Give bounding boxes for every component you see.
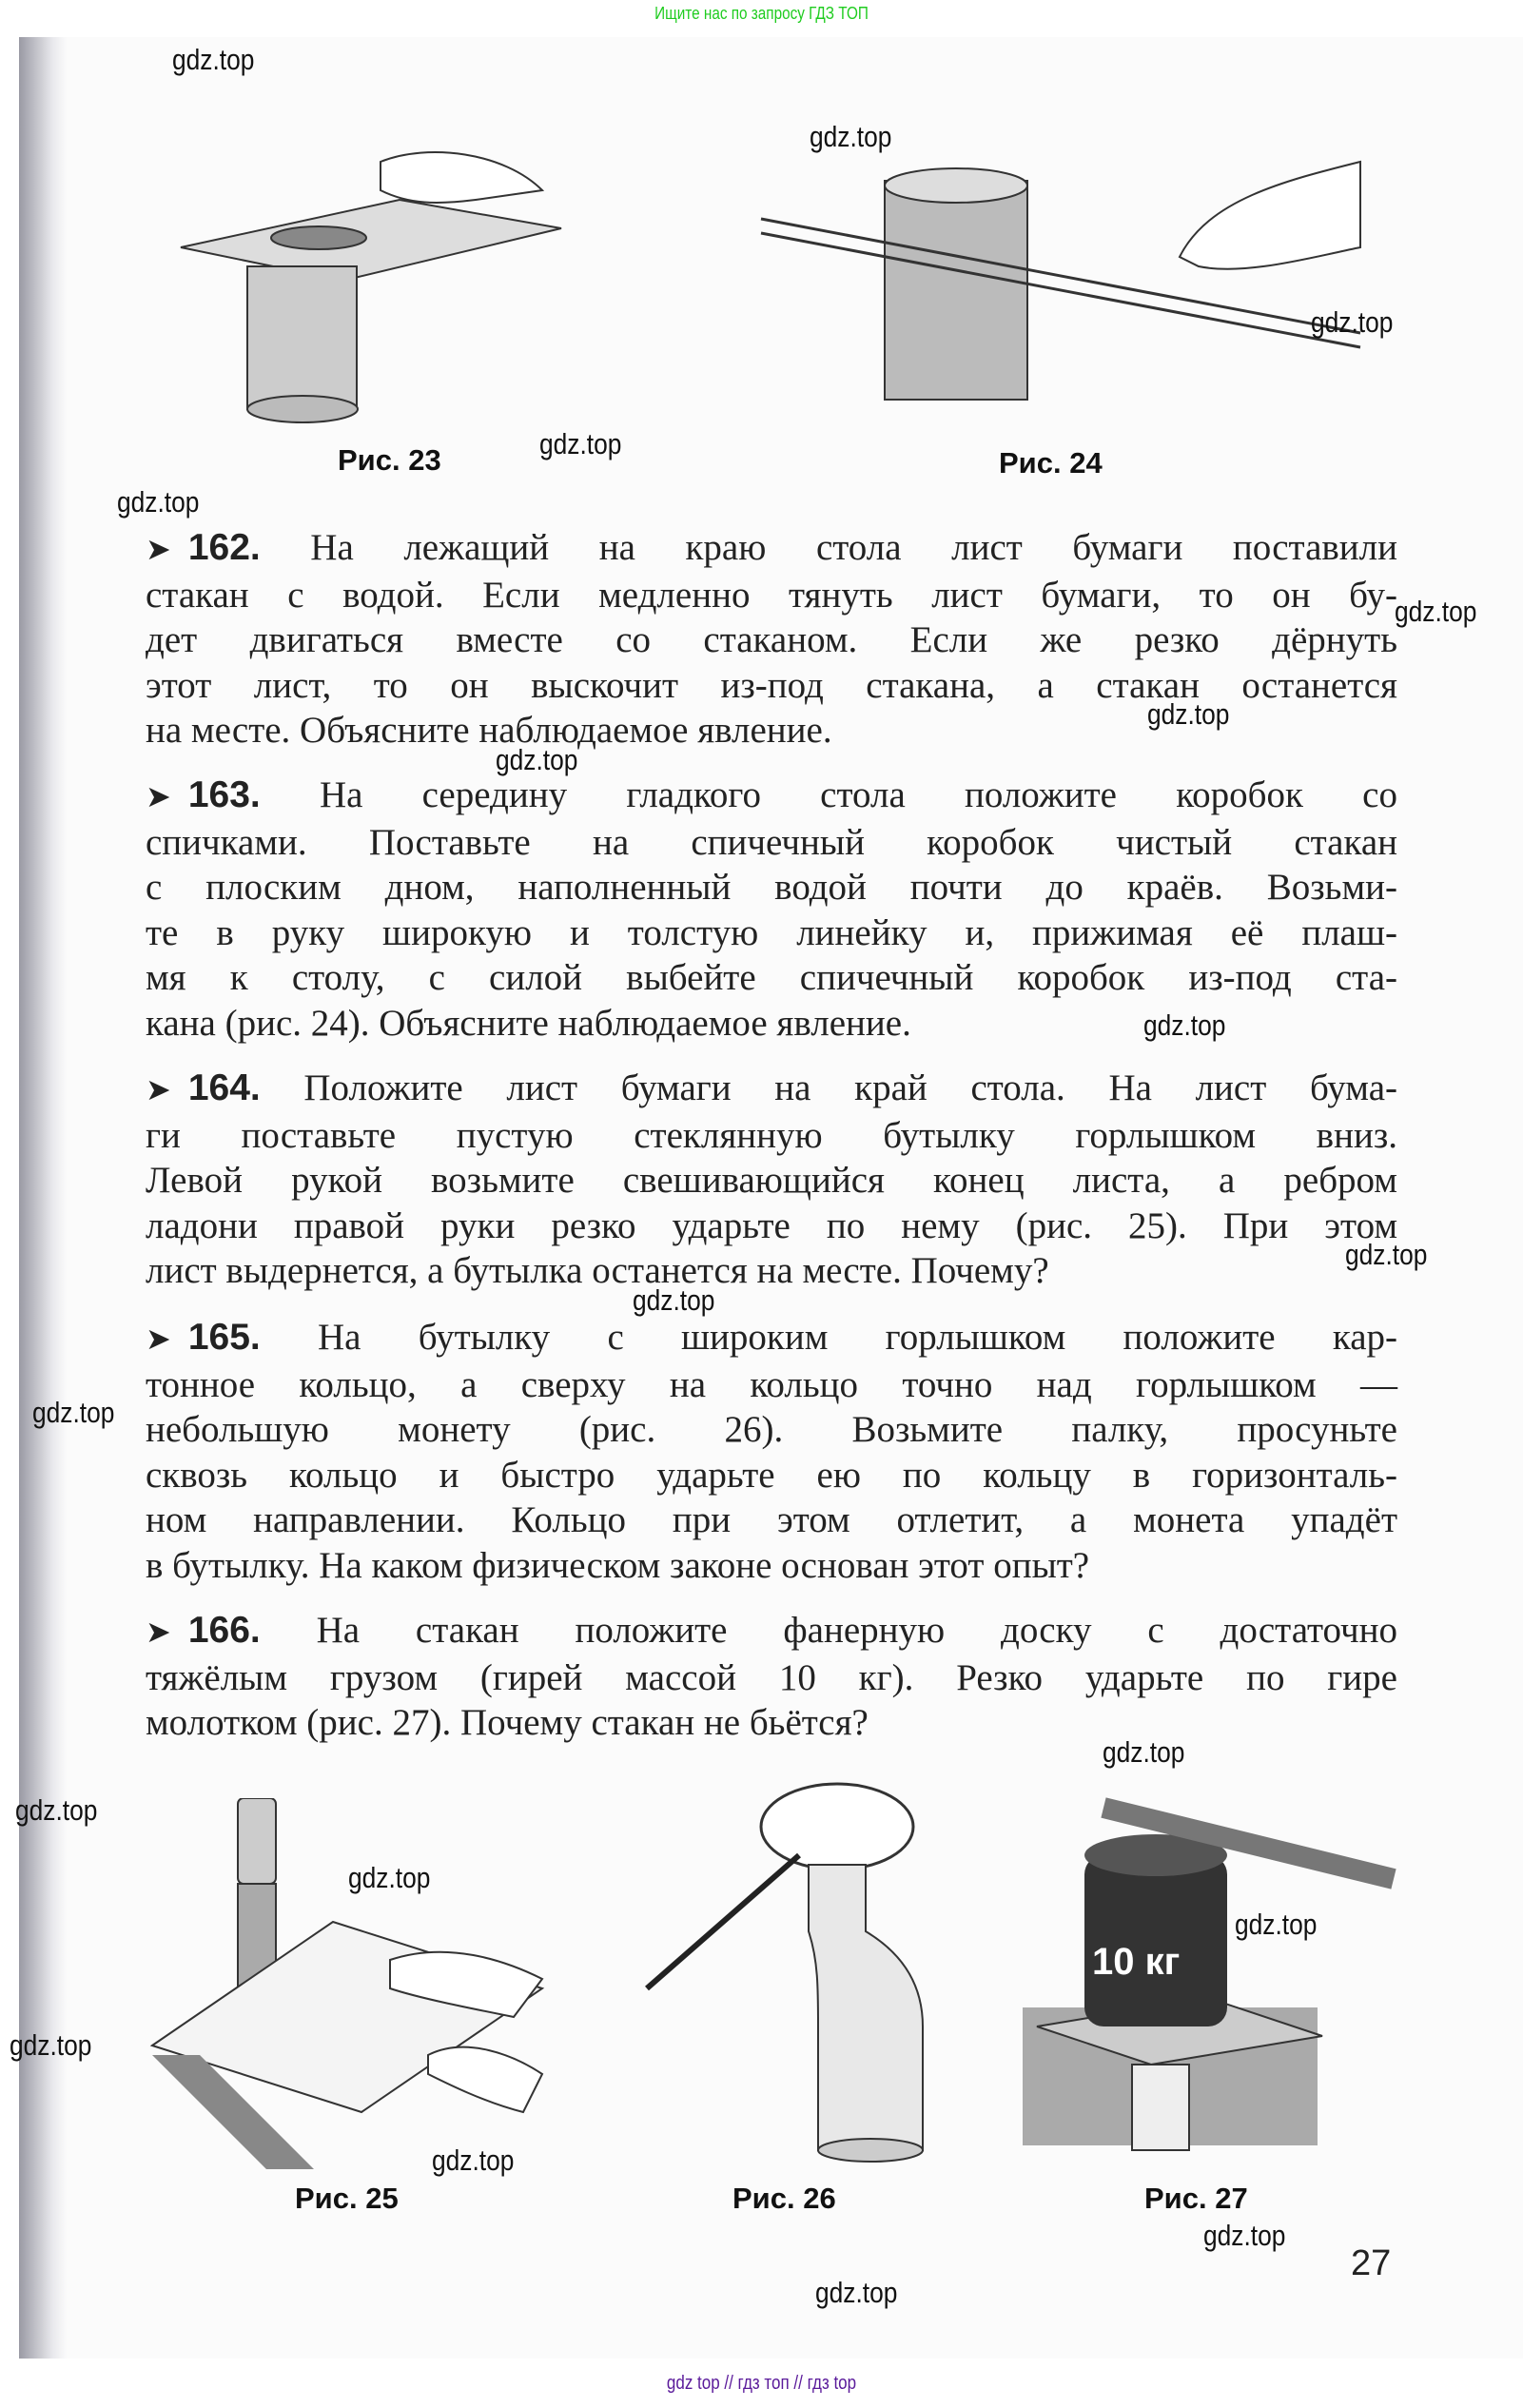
problem-text: на месте. Объясните наблюдаемое явление.: [146, 710, 832, 752]
watermark: gdz.top: [1345, 1238, 1428, 1271]
problem-line: [146, 1158, 1397, 1204]
watermark: gdz.top: [15, 1793, 98, 1827]
figure-26-caption: Рис. 26: [732, 2182, 836, 2215]
figure-24-illustration: [752, 143, 1370, 428]
problem-164: [146, 1066, 1397, 1294]
figure-25-illustration: [143, 1798, 580, 2179]
problem-text: дет двигаться вместе со стаканом. Если же резко дёрнуть: [146, 619, 1397, 661]
problem-text: На бутылку с широким горлышком положите кар-: [317, 1317, 1397, 1358]
problem-text: небольшую монету (рис. 26). Возьмите палку, просуньте: [146, 1409, 1397, 1451]
problem-text: На середину гладкого стола положите коробок со: [319, 774, 1397, 815]
problem-text: ном направлении. Кольцо при этом отлетит, а монета упадёт: [146, 1499, 1397, 1541]
figure-27-caption: Рис. 27: [1144, 2182, 1248, 2215]
problem-line: [146, 955, 1397, 1001]
problem-text: те в руку широкую и толстую линейку и, прижимая её плаш-: [146, 911, 1397, 953]
figure-23-illustration: [162, 124, 580, 438]
problem-line: [146, 820, 1397, 866]
watermark: gdz.top: [633, 1283, 715, 1317]
watermark: gdz.top: [172, 43, 255, 76]
problem-line: [146, 1700, 1397, 1746]
problem-text: кана (рис. 24). Объясните наблюдаемое явление.: [146, 1002, 911, 1044]
footer-links[interactable]: gdz top // гдз топ // гдз top: [666, 2373, 857, 2394]
weight-label: 10 кг: [1092, 1941, 1181, 1983]
problem-text: лист выдернется, а бутылка останется на месте. Почему?: [146, 1250, 1049, 1292]
figure-24-caption: Рис. 24: [999, 446, 1103, 480]
problem-line: [146, 865, 1397, 910]
problem-text: Положите лист бумаги на край стола. На лист бума-: [303, 1067, 1397, 1108]
problem-number: 162.: [187, 527, 261, 568]
arrow-marker-icon: ➤: [146, 778, 171, 814]
problem-text: ги поставьте пустую стеклянную бутылку горлышком вниз.: [146, 1114, 1397, 1156]
problem-text: этот лист, то он выскочит из-под стакана, а стакан останется: [146, 664, 1397, 706]
problem-number: 166.: [187, 1610, 261, 1651]
problem-line: [146, 1113, 1397, 1159]
problem-text: Левой рукой возьмите свешивающийся конец листа, а ребром: [146, 1160, 1397, 1202]
page-binding-shadow: [19, 37, 67, 2359]
problem-number: 165.: [187, 1317, 261, 1358]
problem-text: На стакан положите фанерную доску с достаточно: [316, 1610, 1398, 1651]
watermark: gdz.top: [348, 1861, 431, 1894]
problem-text: с плоским дном, наполненный водой почти до краёв. Возьми-: [146, 867, 1397, 909]
problem-line: [146, 1204, 1397, 1249]
watermark: gdz.top: [496, 743, 578, 776]
watermark: gdz.top: [10, 2028, 92, 2062]
problem-text: На лежащий на краю стола лист бумаги поставили: [310, 527, 1397, 568]
problem-line: [146, 1655, 1397, 1701]
figure-23-caption: Рис. 23: [338, 443, 441, 477]
watermark: gdz.top: [1235, 1908, 1318, 1941]
problem-line: [146, 1362, 1397, 1408]
watermark: gdz.top: [1311, 305, 1394, 339]
problem-text: ладони правой руки резко ударьте по нему (рис. 25). При этом: [146, 1204, 1397, 1246]
arrow-marker-icon: ➤: [146, 1321, 171, 1357]
watermark: gdz.top: [32, 1396, 115, 1429]
page-number: 27: [1351, 2243, 1392, 2283]
problem-number: 164.: [187, 1067, 261, 1108]
problem-line: [146, 617, 1397, 663]
watermark: gdz.top: [1395, 595, 1477, 628]
watermark: gdz.top: [815, 2276, 898, 2309]
watermark: gdz.top: [539, 427, 622, 460]
problem-line: [146, 910, 1397, 956]
watermark: gdz.top: [1103, 1735, 1185, 1769]
problem-text: в бутылку. На каком физическом законе основан этот опыт?: [146, 1544, 1090, 1586]
arrow-marker-icon: ➤: [146, 531, 171, 567]
problem-line: [146, 1498, 1397, 1543]
problem-line: [146, 573, 1397, 618]
problem-166: [146, 1608, 1397, 1746]
problem-line: [146, 1543, 1397, 1589]
problem-number: 163.: [187, 774, 261, 815]
problem-text: молотком (рис. 27). Почему стакан не бьётся?: [146, 1702, 869, 1744]
problem-text: стакан с водой. Если медленно тянуть лист бумаги, то он бу-: [146, 574, 1397, 616]
problem-line: [146, 1407, 1397, 1453]
problem-line: [146, 1248, 1397, 1294]
watermark: gdz.top: [117, 485, 200, 519]
watermark: gdz.top: [432, 2144, 515, 2177]
problem-text: тяжёлым грузом (гирей массой 10 кг). Резко ударьте по гире: [146, 1656, 1397, 1698]
figure-26-illustration: [637, 1779, 951, 2179]
search-banner[interactable]: Ищите нас по запросу ГДЗ ТОП: [654, 4, 869, 23]
problem-163: [146, 773, 1397, 1047]
problem-line: [146, 773, 1397, 820]
problem-line: [146, 1608, 1397, 1655]
figure-25-caption: Рис. 25: [295, 2182, 399, 2215]
watermark: gdz.top: [810, 120, 892, 153]
problem-text: сквозь кольцо и быстро ударьте ею по кольцу в горизонталь-: [146, 1454, 1397, 1496]
problem-text: мя к столу, с силой выбейте спичечный коробок из-под ста-: [146, 957, 1397, 999]
problem-line: [146, 1066, 1397, 1113]
problem-text: тонное кольцо, а сверху на кольцо точно над горлышком —: [146, 1363, 1397, 1405]
problem-line: [146, 1315, 1397, 1362]
arrow-marker-icon: ➤: [146, 1071, 171, 1107]
problem-text: спичками. Поставьте на спичечный коробок чистый стакан: [146, 821, 1397, 863]
arrow-marker-icon: ➤: [146, 1614, 171, 1650]
figure-27-illustration: [1018, 1789, 1398, 2169]
problem-line: [146, 1453, 1397, 1498]
problem-165: [146, 1315, 1397, 1589]
problem-line: [146, 525, 1397, 573]
watermark: gdz.top: [1147, 697, 1230, 731]
watermark: gdz.top: [1143, 1008, 1226, 1042]
watermark: gdz.top: [1203, 2219, 1286, 2252]
